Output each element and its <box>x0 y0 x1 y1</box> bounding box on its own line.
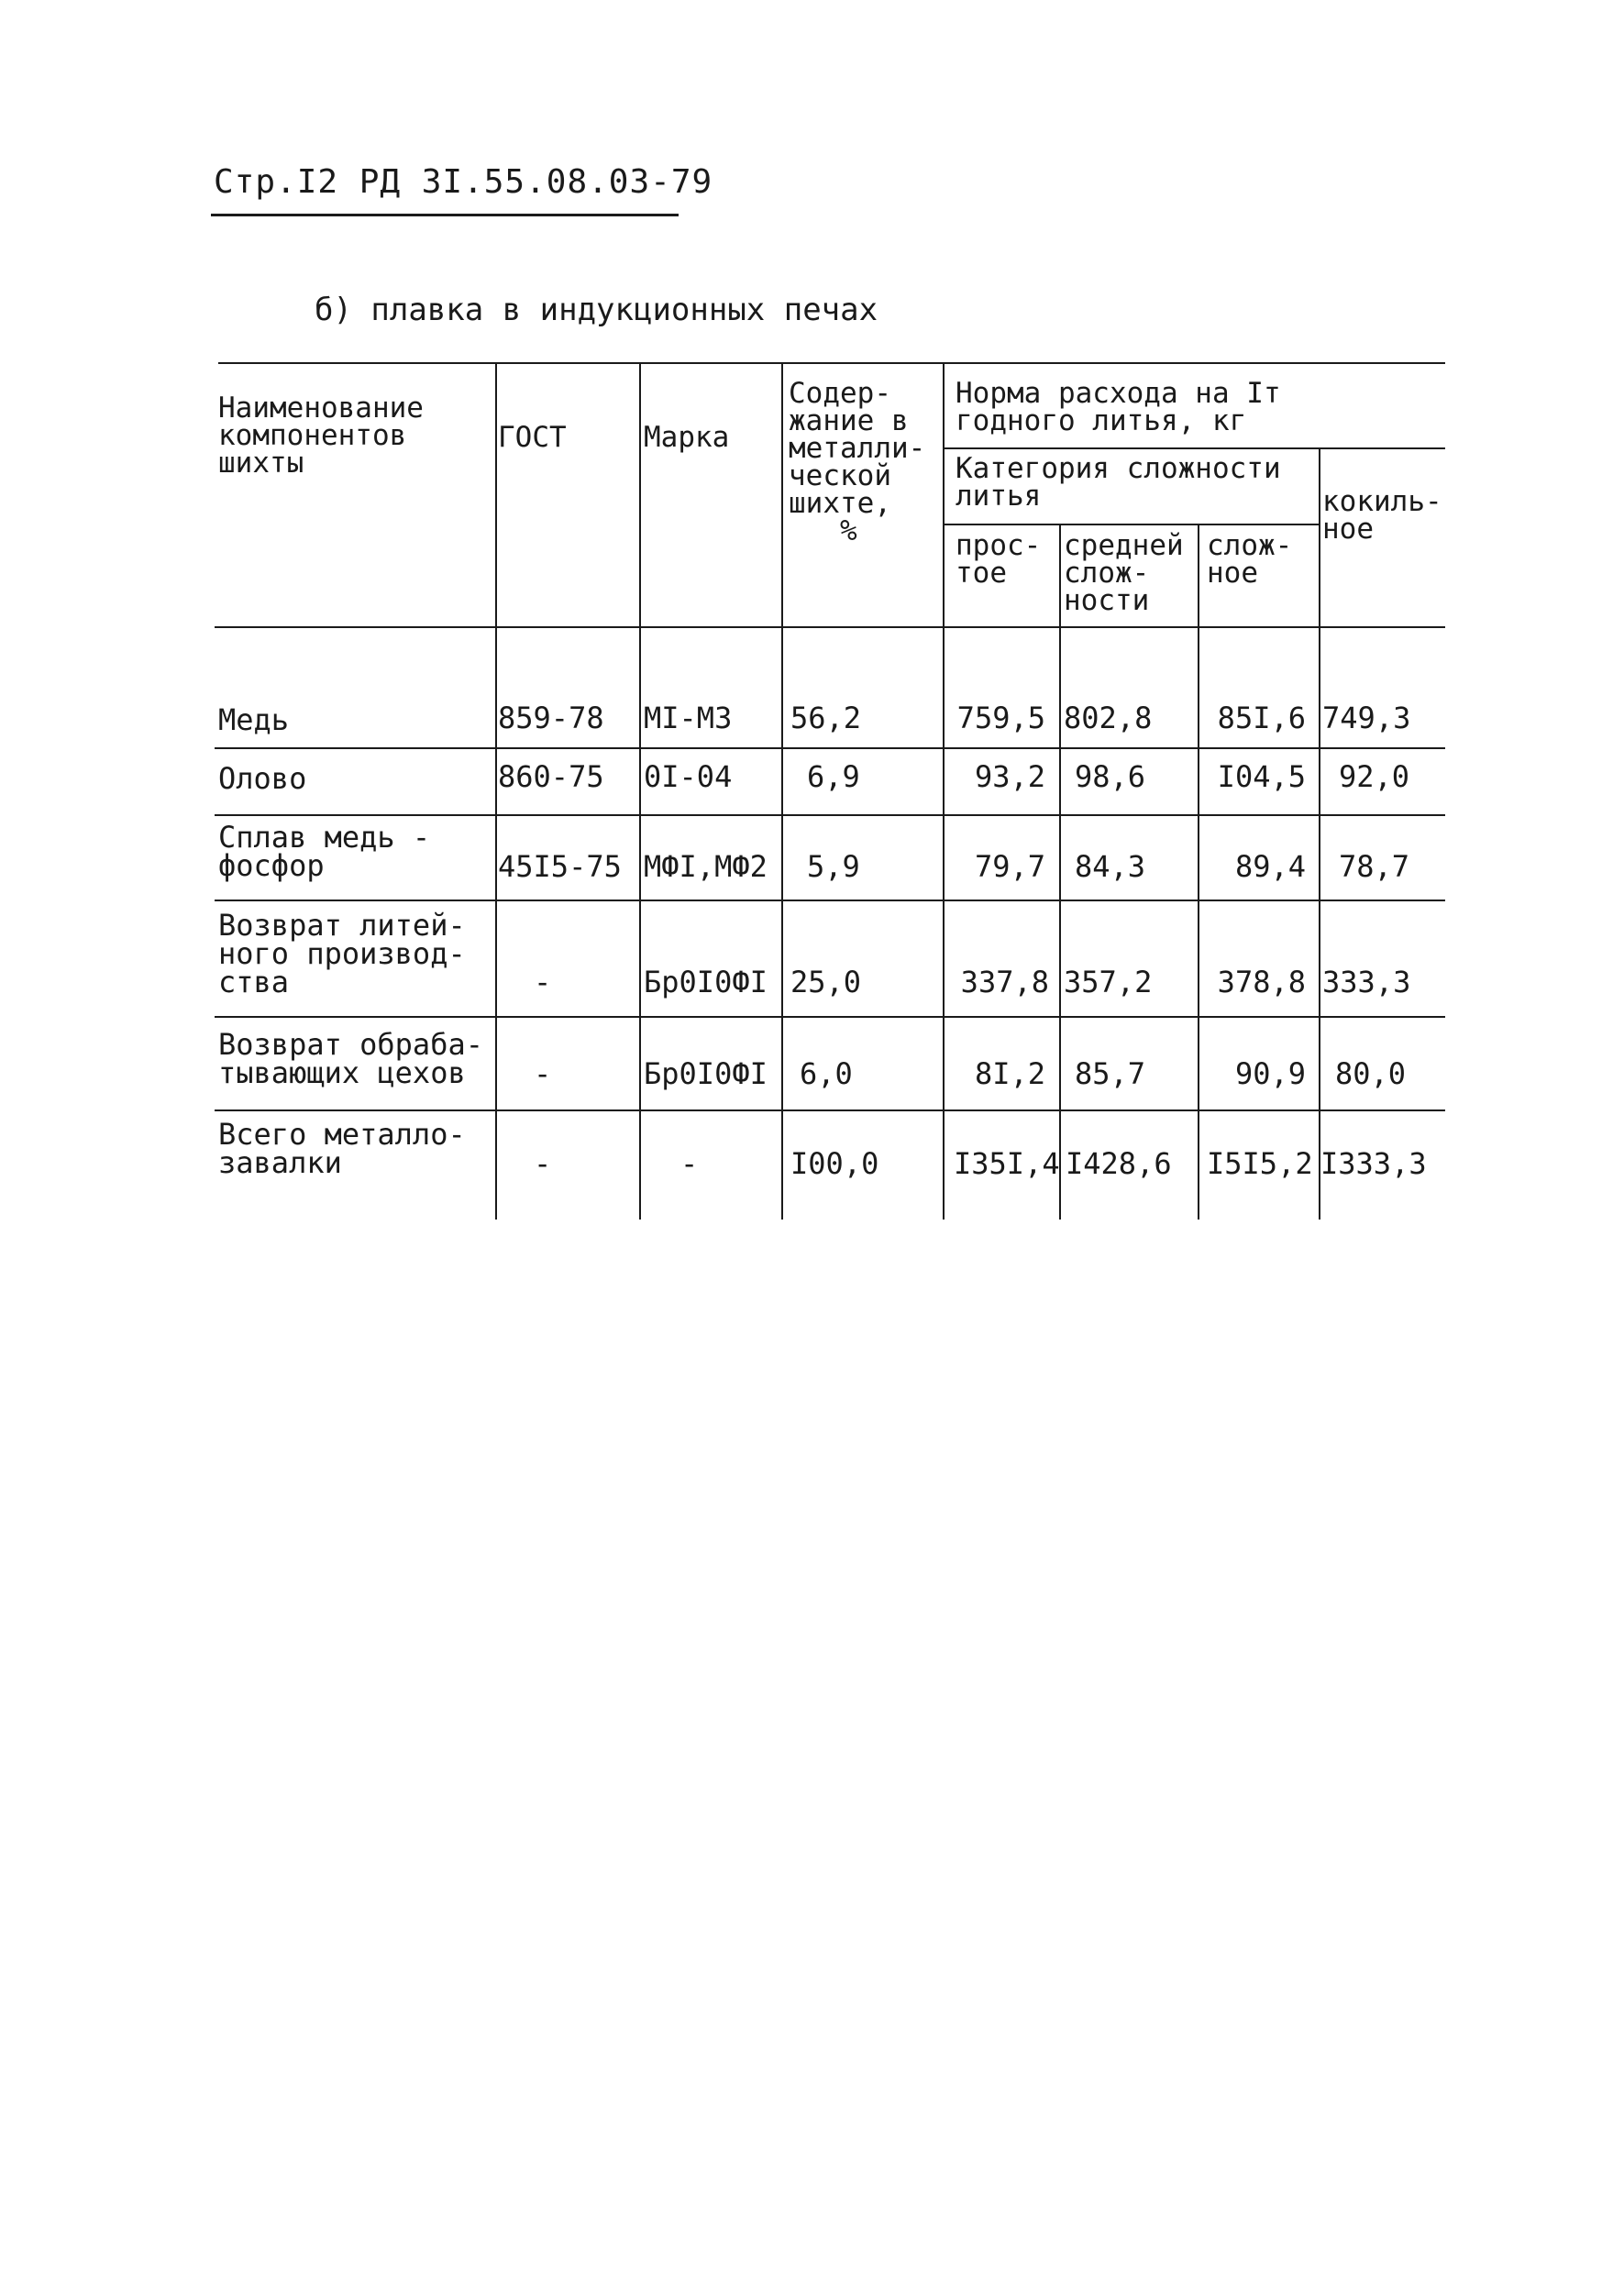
cell-name: Возврат обраба- тывающих цехов <box>218 1027 483 1090</box>
cell-complex: I04,5 <box>1217 759 1306 794</box>
cell-complex: I5I5,2 <box>1207 1146 1313 1181</box>
cell-complex: 90,9 <box>1234 1056 1306 1091</box>
cell-simple: 93,2 <box>974 759 1045 794</box>
cell-gost: - <box>534 1056 552 1091</box>
header-content: Содер- жание в металли- ческой шихте, % <box>789 377 926 547</box>
header-chill: кокиль- ное <box>1322 485 1442 546</box>
cell-chill: 80,0 <box>1335 1056 1407 1091</box>
cell-complex: 89,4 <box>1234 849 1306 884</box>
row-rule <box>215 814 1445 816</box>
cell-content: 6,9 <box>807 759 860 794</box>
cell-marka: 0I-04 <box>644 759 733 794</box>
header-category: Категория сложности литья <box>956 452 1281 513</box>
cell-marka: Бр0I0ФI <box>644 965 768 999</box>
page-header: Стр.I2 РД 3I.55.08.03-79 <box>214 163 713 201</box>
cell-gost: - <box>534 965 552 999</box>
column-divider <box>1198 525 1199 1220</box>
column-divider <box>639 364 641 1220</box>
cell-complex: 378,8 <box>1217 965 1306 999</box>
cell-marka: - <box>680 1146 699 1181</box>
cell-chill: 78,7 <box>1339 849 1410 884</box>
header-norm: Норма расхода на Iт годного литья, кг <box>956 377 1281 437</box>
cell-marka: MI-M3 <box>644 701 733 735</box>
column-divider <box>1319 449 1320 1220</box>
header-bottom-rule <box>215 626 1445 628</box>
header-underline <box>211 214 679 216</box>
column-divider <box>943 364 945 1220</box>
column-divider <box>495 364 497 1220</box>
row-rule <box>215 1109 1445 1111</box>
header-complex: слож- ное <box>1207 529 1293 590</box>
header-marka: Марка <box>644 421 730 454</box>
cell-content: 56,2 <box>790 701 862 735</box>
row-rule <box>215 747 1445 749</box>
cell-chill: 749,3 <box>1322 701 1411 735</box>
cell-complex: 85I,6 <box>1217 701 1306 735</box>
header-simple: прос- тое <box>956 529 1042 590</box>
cell-name: Всего металло- завалки <box>218 1117 466 1180</box>
cell-medium: 85,7 <box>1075 1056 1146 1091</box>
cell-gost: 45I5-75 <box>498 849 622 884</box>
cell-simple: 79,7 <box>974 849 1045 884</box>
cell-name: Сплав медь - фосфор <box>218 820 431 883</box>
header-name: Наименование компонентов шихты <box>218 392 424 480</box>
cell-chill: 92,0 <box>1339 759 1410 794</box>
cell-medium: 357,2 <box>1064 965 1153 999</box>
cell-medium: I428,6 <box>1066 1146 1172 1181</box>
cell-medium: 84,3 <box>1075 849 1146 884</box>
section-subtitle: б) плавка в индукционных печах <box>315 292 878 328</box>
category-header-rule <box>945 524 1320 525</box>
cell-marka: Бр0I0ФI <box>644 1056 768 1091</box>
cell-simple: 759,5 <box>956 701 1045 735</box>
row-rule <box>215 900 1445 901</box>
cell-content: 6,0 <box>800 1056 853 1091</box>
cell-marka: МФI,МФ2 <box>644 849 768 884</box>
cell-name: Олово <box>218 761 307 796</box>
table-top-rule <box>218 362 1445 364</box>
row-rule <box>215 1016 1445 1018</box>
norm-header-rule <box>945 447 1445 449</box>
cell-simple: 8I,2 <box>974 1056 1045 1091</box>
cell-content: I00,0 <box>790 1146 879 1181</box>
cell-name: Возврат литей- ного производ- ства <box>218 908 466 999</box>
cell-chill: 333,3 <box>1322 965 1411 999</box>
column-divider <box>1059 525 1061 1220</box>
cell-name: Медь <box>218 702 290 737</box>
cell-simple: I35I,4 <box>954 1146 1060 1181</box>
column-divider <box>781 364 783 1220</box>
cell-chill: I333,3 <box>1320 1146 1427 1181</box>
cell-content: 5,9 <box>807 849 860 884</box>
cell-gost: - <box>534 1146 552 1181</box>
cell-medium: 802,8 <box>1064 701 1153 735</box>
header-gost: ГОСТ <box>498 421 567 454</box>
cell-simple: 337,8 <box>960 965 1049 999</box>
cell-medium: 98,6 <box>1075 759 1146 794</box>
cell-gost: 860-75 <box>498 759 604 794</box>
cell-content: 25,0 <box>790 965 862 999</box>
cell-gost: 859-78 <box>498 701 604 735</box>
header-medium: средней слож- ности <box>1064 529 1184 617</box>
